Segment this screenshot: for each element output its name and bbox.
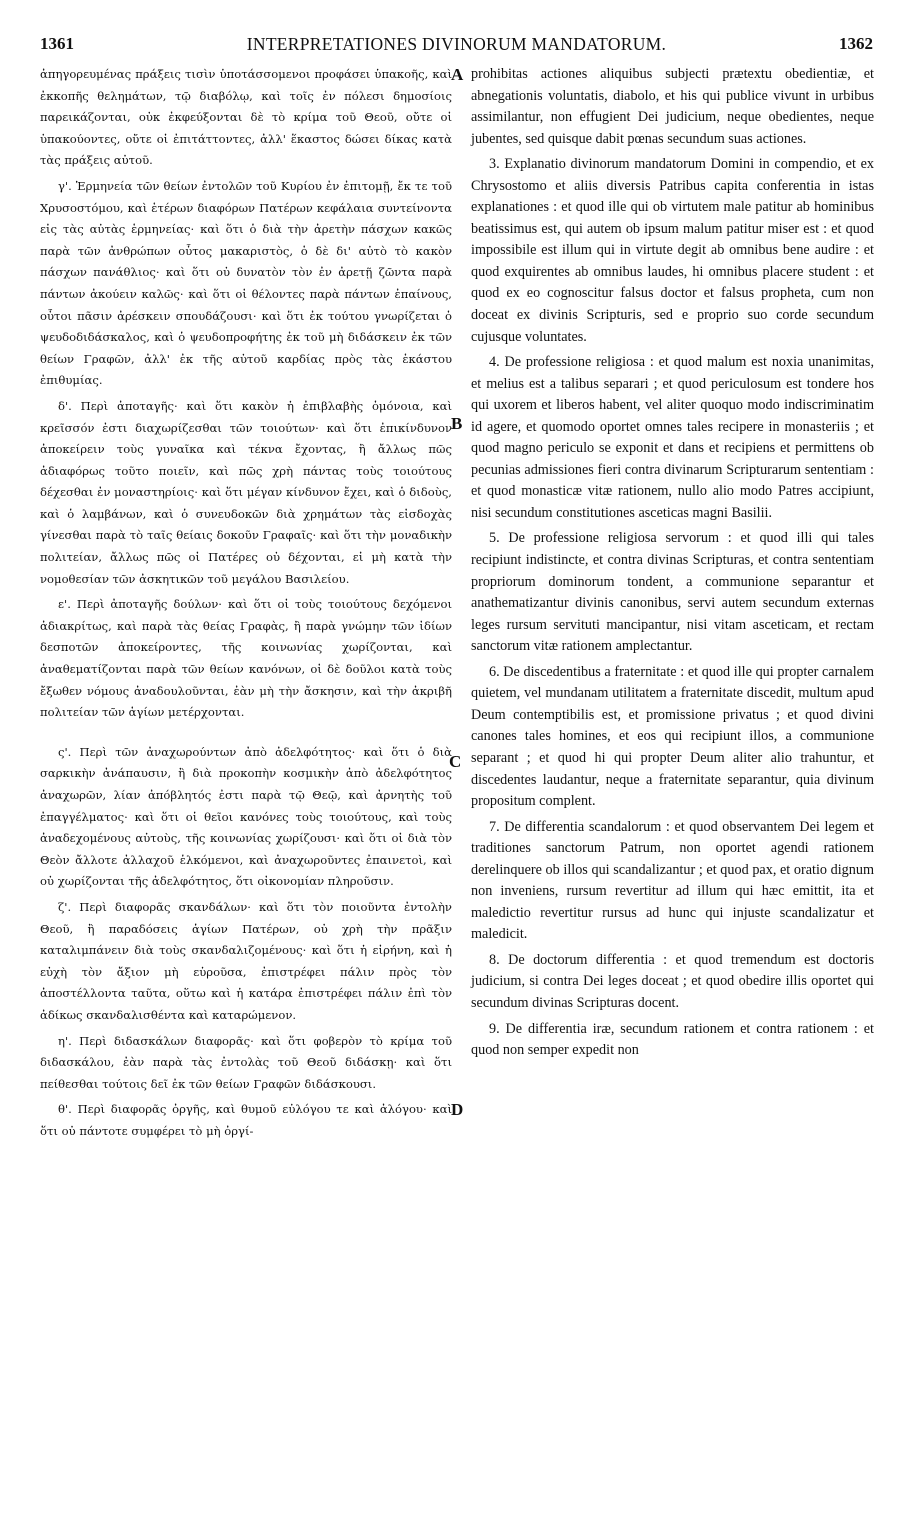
latin-paragraph-5: 5. De professione religiosa servorum : et quod illi qui tales recipiunt indistincte, et contra divinas Scripturas, et contra sententiam propriorum dominorum tondent, a communione separantur et anathematizantur divinis canonibus, servi autem secundum externas leges rursum servituti mancipantur, nisi vitam asceticam, et rectam sanctorum vitæ rationem amplectantur. bbox=[471, 530, 874, 655]
greek-paragraph-7: ζ'. Περὶ διαφορᾶς σκανδάλων· καὶ ὅτι τὸν ποιοῦντα ἐντολὴν Θεοῦ, ἢ παραδόσεις ἁγίων Πατέρων, οὐ χρὴ τὴν πρᾶξιν καταλιμπάνειν διὰ τοὺς σκανδαλιζομένους· καὶ ὅτι ἡ εἰρήνη, καὶ ἡ εὐχὴ τὸν ἄξιον μὴ εὑροῦσα, ἐπιστρέφει πάλιν πρὸς τὸν ἀποστέλλοντα ταῦτα, οὕτω καὶ ἡ κατάρα ἐπιστρέφει πάλιν ἐπὶ τὸν ἀδίκως σκανδαλισθέντα καὶ καταρώμενον. bbox=[40, 899, 452, 1022]
greek-paragraph-9: θ'. Περὶ διαφορᾶς ὀργῆς, καὶ θυμοῦ εὐλόγου τε καὶ ἀλόγου· καὶ ὅτι οὐ πάντοτε συμφέρει τὸ μὴ ὀργί- bbox=[40, 1102, 452, 1138]
section-marker-d: D bbox=[451, 1100, 464, 1119]
greek-paragraph-6: ς'. Περὶ τῶν ἀναχωρούντων ἀπὸ ἀδελφότητος· καὶ ὅτι ὁ διὰ σαρκικὴν ἀνάπαυσιν, ἢ διὰ προκοπὴν κοσμικὴν ἀπὸ ἀδελφότητος ἀναχωρῶν, λίαν ἀπόβλητός ἐστι παρὰ τῷ Θεῷ, καὶ ἀρνητὴς τοῦ ἐπαγγέλματος· καὶ ὅτι οἱ θεῖοι κανόνες τοὺς τοιούτους, καὶ τοὺς ἀναδεχομένους αὐτοὺς, τῆς κοινωνίας χωρίζουσι· καὶ ὅτι οἱ διὰ τὸν Θεὸν ἄλλοτε ἀλλαχοῦ ἑλκόμενοι, καὶ ἀναχωροῦντες ἐπαινετοὶ, καὶ οὐ χωρίζονται τῆς ἀδελφότητος, ὅτι οἰκονομίαν πληροῦσιν. bbox=[40, 744, 452, 889]
greek-paragraph-8: η'. Περὶ διδασκάλων διαφορᾶς· καὶ ὅτι φοβερὸν τὸ κρίμα τοῦ διδασκάλου, ἐὰν παρὰ τὰς ἐντολὰς τοῦ Θεοῦ διδάσκῃ· καὶ ὅτι πείθεσθαι τούτοις δεῖ ἐκ τῶν θείων Γραφῶν διδάσκουσι. bbox=[40, 1033, 452, 1091]
greek-paragraph-continuation: ἀπηγορευμένας πράξεις τισὶν ὑποτάσσομενοι προφάσει ὑπακοῆς, καὶ ἐκκοπῆς θελημάτων, τῷ διαβόλῳ, καὶ τοῖς ἐν πόλεσι δημοσίοις παρεικάζονται, οὐκ ἐκφεύξονται δὲ τὸ κρίμα τοῦ Θεοῦ, οὔτε οἱ ὑπακούοντες, οὔτε οἱ ἐπιτάττοντες, ἀλλ' ἕκαστος δώσει δίκας κατὰ τὰς πράξεις αὐτοῦ. bbox=[40, 67, 452, 168]
greek-paragraph-3: γ'. Ἑρμηνεία τῶν θείων ἐντολῶν τοῦ Κυρίου ἐν ἐπιτομῇ, ἔκ τε τοῦ Χρυσοστόμου, καὶ ἑτέρων διαφόρων Πατέρων κεφάλαια συντείνοντα εἰς τὰς αὐτὰς ἑρμηνείας· καὶ ὅτι ὁ διὰ τὴν ἀρετὴν πάσχων κακῶς παρὰ τῶν ἀνθρώπων οὗτος μακαριστὸς, ὁ δὲ δι' αὐτὸ τὸ κακὸν πάσχων πανάθλιος· καὶ ὅτι οὐ δυνατὸν τὸν ἐν ἀρετῇ ζῶντα παρὰ πάντων ἀκούειν καλῶς· καὶ ὅτι οἱ θέλοντες παρὰ πάντων ἐπαίνους, οὗτοι πᾶσιν ἀρέσκειν σπουδάζουσι· καὶ ὅτι ἐκ τούτου γνωρίζεται ὁ ψευδοδιδάσκαλος, καὶ ὁ ψευδοπροφήτης ἐκ τοῦ μὴ διδάσκειν ἐκ τῶν θείων Γραφῶν, ἀλλ' ἐκ τῆς αὐτοῦ καρδίας πρὸς τὰς ἑκάστου ἐπιθυμίας. bbox=[40, 178, 452, 388]
latin-paragraph-9: 9. De differentia iræ, secundum rationem et contra rationem : et quod non semper expedit non bbox=[471, 1020, 874, 1059]
latin-paragraph-8: 8. De doctorum differentia : et quod tremendum est doctoris judicium, si contra Dei leges doceat ; et quod obedire illis oportet qui secundum divinas Scripturas docent. bbox=[471, 951, 874, 1011]
greek-paragraph-4: δ'. Περὶ ἀποταγῆς· καὶ ὅτι κακὸν ἡ ἐπιβλαβὴς ὁμόνοια, καὶ κρεῖσσόν ἐστι διαχωρίζεσθαι τῶν τοιούτων· καὶ ὅτι ἐπικίνδυνον ἀποκείρειν τοὺς γυναῖκα καὶ τέκνα ἔχοντας, ἢ ἄλλως πῶς ἀδιαφόρως τοῦτο ποιεῖν, καὶ πῶς χρὴ πάντας τοὺς τοιούτους δέχεσθαι ἐν μοναστηρίοις· καὶ ὅτι μέγαν κίνδυνον ἔχει, καὶ ὁ διδοὺς, καὶ ὁ λαμβάνων, καὶ ὁ συνευδοκῶν διὰ χρημάτων τὰς εἰσδοχὰς γίνεσθαι παρὰ τὸ ταῖς θείαις δοκοῦν Γραφαῖς· καὶ ὅτι τὴν μοναδικὴν πολιτείαν, ἄλλως πῶς οἱ Πατέρες οὐ δέχονται, εἰ μὴ κατὰ τὴν νομοθεσίαν τῶν ἀσκητικῶν τοῦ μεγάλου Βασιλείου. bbox=[40, 398, 452, 586]
greek-paragraph-5: ε'. Περὶ ἀποταγῆς δούλων· καὶ ὅτι οἱ τοὺς τοιούτους δεχόμενοι ἀδιακρίτως, καὶ παρὰ τὰς θείας Γραφὰς, ἢ παρὰ γνώμην τῶν ἰδίων δεσποτῶν ἀποκείροντες, τῆς κοινωνίας χωρίζονται, καὶ ἀναθεματίζονται παρὰ τῶν θείων κανόνων, οἱ δὲ δοῦλοι κατὰ τοὺς ἔξωθεν νόμους ἀναδουλοῦνται, ἐὰν μὴ τὴν ἄσκησιν, καὶ τὴν ἀκριβῆ πολιτείαν τῶν ἁγίων μετέρχονται. bbox=[40, 597, 452, 720]
page-header bbox=[40, 34, 873, 58]
latin-paragraph-4: 4. De professione religiosa : et quod malum est noxia unanimitas, et melius est a talibus separari ; et quod periculosum est tondere hos qui uxorem et liberos habent, vel aliter quoquo modo indiscriminatim id agere, et quomodo oportet omnes tales recipere in monasteriis ; et quod magno periculo se exponit et dans et recipiens et permittens ob pecunias admissiones fieri contra divinarum Scripturarum sententiam : et quod monasticæ vitæ rationem, nullo alio modo Patres accipiunt, nisi secundum constitutiones asceticas magni Basilii. bbox=[471, 354, 874, 521]
latin-paragraph-7: 7. De differentia scandalorum : et quod observantem Dei legem et traditiones sanctorum Patrum, non oportet agendi rationem derelinquere ob illos qui scandalizantur ; et quod pax, et oratio dignum non inveniens, rursum revertitur ad illum qui hæc emittit, ita et maledictio revertitur rursus ad hunc qui injuste scandalizatur et maledicit. bbox=[471, 818, 874, 943]
latin-paragraph-3: 3. Explanatio divinorum mandatorum Domini in compendio, et ex Chrysostomo et aliis diversis Patribus capita conferentia in istas explanationes : et quod ille qui ob virtutem male patitur ab hominibus beatissimus est, qui autem ob ipsum malum patitur miser est : et quod impossibile est illum qui in virtute degit ab omnibus bene audire : et quod exquirentes ab omnibus laudes, hi omnibus placere student : et quod ex eo cognoscitur falsus doctor et falsus propheta, cum non doceat ex divinis Scripturis, sed e proprio suo corde secundum cujusque voluntates. bbox=[471, 156, 874, 345]
section-marker-a: A bbox=[451, 65, 464, 84]
latin-paragraph-continuation: prohibitas actiones aliquibus subjecti prætextu obedientiæ, et abnegationis voluntatis, diabolo, et his qui publice vivunt in urbibus assimilantur, non effugient Dei judicium, neque obedientes, neque jubentes, sed quisque dabit pœnas secundum suas actiones. bbox=[471, 66, 874, 147]
section-marker-b: B bbox=[451, 414, 463, 433]
greek-column bbox=[40, 64, 452, 1147]
section-marker-c: C bbox=[449, 752, 462, 771]
page-number-left: 1361 bbox=[40, 34, 74, 53]
latin-column bbox=[471, 64, 874, 1066]
latin-paragraph-6: 6. De discedentibus a fraternitate : et quod ille qui propter carnalem quietem, vel mundanam utilitatem a fraternitate discedit, multum apud Deum contemptibilis est, et promissione privatus ; et quod divini canones tales homines, et eos qui recipiunt illos, a communione separant ; et quod hi qui propter Deum aliter alio trahuntur, et discedentes laudantur, neque a fraternitate separantur, quia divinum propositum complent. bbox=[471, 663, 874, 810]
running-title: INTERPRETATIONES DIVINORUM MANDATORUM. bbox=[246, 34, 667, 54]
page-number-right: 1362 bbox=[839, 34, 873, 53]
